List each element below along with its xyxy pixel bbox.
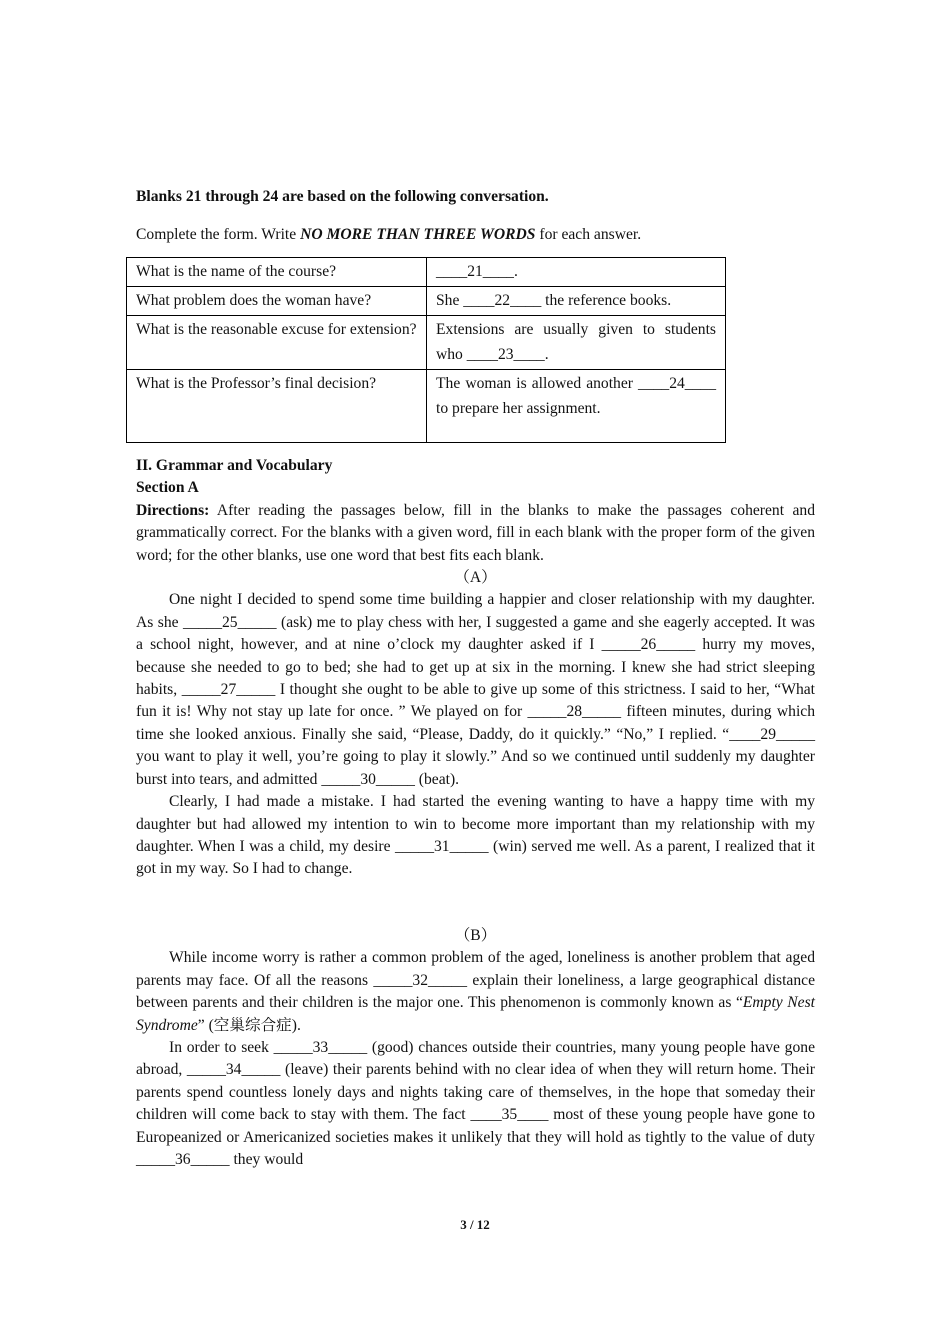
grammar-section	[136, 455, 815, 881]
directions-label: Directions:	[136, 501, 210, 519]
section-title: Section A	[136, 479, 199, 497]
instruction-before: Complete the form. Write	[136, 226, 301, 244]
passage-a-label: （A）	[454, 569, 497, 587]
form-question: What is the name of the course?	[127, 258, 427, 287]
instruction-emphasis: NO MORE THAN THREE WORDS	[300, 226, 536, 244]
document-page	[136, 186, 815, 247]
passage-b-p1-text: While income worry is rather a common problem of the aged, loneliness is another problem that aged parents may face. Of all the reasons _____32_____ explain their loneliness, a large geographical distance between parents and their children is the major one. This phenomenon is commonly known as “	[136, 949, 815, 1012]
instruction-after: for each answer.	[535, 226, 642, 244]
passage-b-paragraph-1	[136, 947, 815, 1037]
passage-b-label: （B）	[454, 927, 497, 944]
passage-a-paragraph-1: One night I decided to spend some time building a happier and closer relationship with my daughter. As she _____25_____ (ask) me to play chess with her, I suggested a game and she eagerly accepted. It was a school night, however, and at nine o’clock my daughter asked if I _____26_____ hurry my moves, because she needed to go to bed; she had to get up at six in the morning. I knew she had strict sleeping habits, _____27_____ I thought she ought to be able to give up some of this strictness. I said to her, “What fun it is! Why not stay up late for once. ” We played on for _____28_____ fifteen minutes, during which time she looked anxious. Finally she said, “Please, Daddy, do it quickly.” “No,” I replied. “____29_____ you want to play it well, you’re going to play it slowly.” And so we continued until suddenly my daughter burst into tears, and admitted _____30_____ (beat).	[136, 591, 815, 788]
form-question: What is the reasonable excuse for extension?	[127, 316, 427, 370]
form-instruction	[136, 224, 815, 246]
table-row	[127, 258, 726, 287]
passage-b-p1-end: ” (空巢综合症).	[197, 1016, 301, 1034]
directions	[136, 500, 815, 567]
form-question: What is the Professor’s final decision?	[127, 370, 427, 443]
table-row	[127, 316, 726, 370]
passage-b-paragraph-2: In order to seek _____33_____ (good) chances outside their countries, many young people have gone abroad, _____34_____ (leave) their parents behind with no clear idea of when they will return home. Their parents spend countless lonely days and nights taking care of themselves, in the hope that someday their children will come back to stay with them. The fact ____35____ most of these young people have gone to Europeanized or Americanized societies makes it unlikely that they will hold as tightly to the value of duty _____36_____ they would	[136, 1039, 815, 1169]
form-answer: Extensions are usually given to students who ____23____.	[427, 316, 726, 370]
directions-text: After reading the passages below, fill in the blanks to make the passages coherent and grammatically correct. For the blanks with a given word, fill in each blank with the proper form of the given word; for the other blanks, use one word that best fits each blank.	[136, 501, 815, 564]
table-row	[127, 370, 726, 443]
answer-form-table	[126, 257, 726, 443]
part-title: II. Grammar and Vocabulary	[136, 457, 333, 474]
form-answer: ____21____.	[427, 258, 726, 287]
passage-a-paragraph-2: Clearly, I had made a mistake. I had started the evening wanting to have a happy time with my daughter but had allowed my intention to win to become more important than my relationship with my daughter. When I was a child, my desire _____31_____ (win) served me well. As a parent, I realized that it got in my way. So I had to change.	[136, 793, 815, 878]
form-answer: She ____22____ the reference books.	[427, 287, 726, 316]
form-answer: The woman is allowed another ____24____ to prepare her assignment.	[427, 370, 726, 443]
conversation-heading: Blanks 21 through 24 are based on the following conversation.	[136, 188, 549, 205]
table-row	[127, 287, 726, 316]
passage-b-p1-italic: Empty Nest Syndrome	[136, 994, 815, 1034]
page-number: 3 / 12	[460, 1217, 490, 1232]
passage-b	[136, 925, 815, 1171]
form-question: What problem does the woman have?	[127, 287, 427, 316]
